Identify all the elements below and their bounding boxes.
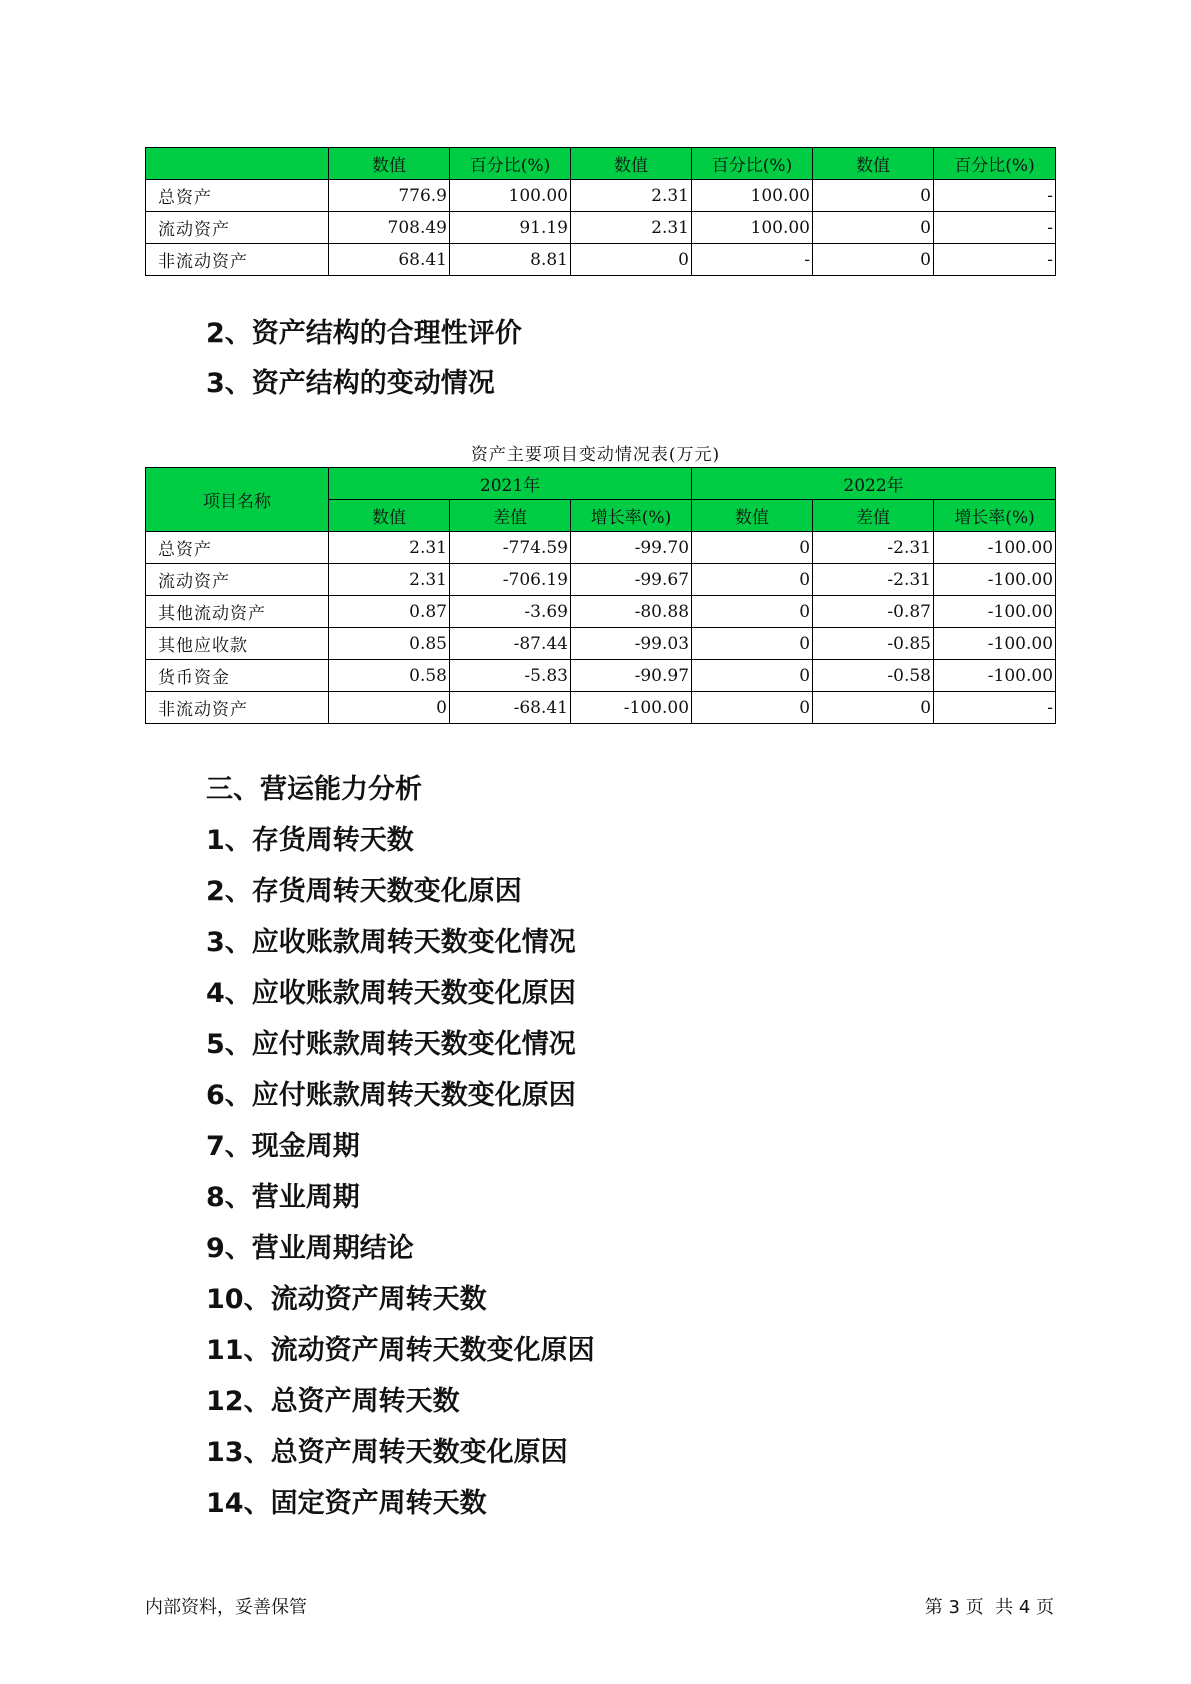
table-cell: -90.97 [571,660,692,692]
section-heading: 3、应收账款周转天数变化情况 [206,927,576,958]
section-heading: 10、流动资产周转天数 [206,1284,487,1315]
table-cell: - [934,212,1056,244]
table-row [146,596,1056,628]
table-cell: -100.00 [934,628,1056,660]
table-cell: 708.49 [329,212,450,244]
table-cell: - [934,244,1056,276]
table-cell: 2.31 [329,532,450,564]
header-cell: 百分比(%) [450,148,571,180]
table-cell: -87.44 [450,628,571,660]
table-cell: 0 [692,564,813,596]
header-cell: 数值 [813,148,934,180]
table-cell: 100.00 [692,212,813,244]
header-cell: 百分比(%) [692,148,813,180]
table-cell: 776.9 [329,180,450,212]
table-cell: -5.83 [450,660,571,692]
table-row [146,660,1056,692]
table-cell: - [934,180,1056,212]
section-heading: 2、资产结构的合理性评价 [206,318,522,349]
section-heading: 7、现金周期 [206,1131,360,1162]
section-heading: 8、营业周期 [206,1182,360,1213]
year-header: 2021年 [329,468,692,500]
table-cell: 0.87 [329,596,450,628]
header-cell: 百分比(%) [934,148,1056,180]
table-cell: 100.00 [692,180,813,212]
page-number: 第 3 页 共 4 页 [924,1597,1054,1618]
table-cell: 68.41 [329,244,450,276]
section-heading: 2、存货周转天数变化原因 [206,876,522,907]
row-label: 货币资金 [146,660,329,692]
header-cell: 差值 [813,500,934,532]
table-cell: 0.85 [329,628,450,660]
table-cell: 2.31 [329,564,450,596]
section-heading: 12、总资产周转天数 [206,1386,460,1417]
table-cell: -99.03 [571,628,692,660]
table-cell: 0.58 [329,660,450,692]
row-label: 非流动资产 [146,692,329,724]
header-cell: 数值 [571,148,692,180]
table-cell: 0 [571,244,692,276]
table-cell: -0.85 [813,628,934,660]
footer-confidential-note: 内部资料，妥善保管 [145,1597,307,1618]
row-label: 其他流动资产 [146,596,329,628]
table-cell: -2.31 [813,564,934,596]
table-cell: -80.88 [571,596,692,628]
table-row [146,244,1056,276]
table-cell: 91.19 [450,212,571,244]
table-cell: -3.69 [450,596,571,628]
table-row [146,564,1056,596]
table-cell: 0 [692,692,813,724]
row-label: 流动资产 [146,212,329,244]
header-cell: 差值 [450,500,571,532]
table-cell: -774.59 [450,532,571,564]
table-row [146,180,1056,212]
header-cell: 项目名称 [146,468,329,532]
header-cell: 增长率(%) [934,500,1056,532]
table-cell: 0 [692,660,813,692]
asset-change-table [145,467,1056,724]
table-cell: 0 [813,180,934,212]
table-cell: 0 [692,628,813,660]
table-cell: 100.00 [450,180,571,212]
section-heading: 9、营业周期结论 [206,1233,414,1264]
section-heading: 4、应收账款周转天数变化原因 [206,978,576,1009]
table-row [146,628,1056,660]
table-cell: -99.70 [571,532,692,564]
table-cell: 0 [813,244,934,276]
table-header-row [146,148,1056,180]
table-row [146,212,1056,244]
table-cell: -2.31 [813,532,934,564]
table-cell: 0 [329,692,450,724]
asset-structure-table [145,147,1056,276]
year-header: 2022年 [692,468,1056,500]
table-cell: -706.19 [450,564,571,596]
table-cell: 8.81 [450,244,571,276]
header-cell [146,148,329,180]
table-row [146,532,1056,564]
table-cell: -100.00 [934,660,1056,692]
table-cell: 0 [692,532,813,564]
table-cell: -99.67 [571,564,692,596]
table-cell: -68.41 [450,692,571,724]
section-heading: 三、营运能力分析 [206,774,422,805]
table-cell: 2.31 [571,212,692,244]
section-heading: 14、固定资产周转天数 [206,1488,487,1519]
header-cell: 数值 [329,500,450,532]
header-cell: 数值 [329,148,450,180]
table-cell: - [934,692,1056,724]
table-cell: -0.87 [813,596,934,628]
table-cell: -100.00 [934,532,1056,564]
section-heading: 5、应付账款周转天数变化情况 [206,1029,576,1060]
table-row [146,692,1056,724]
section-heading: 1、存货周转天数 [206,825,414,856]
table-cell: -0.58 [813,660,934,692]
table-cell: 0 [813,692,934,724]
row-label: 非流动资产 [146,244,329,276]
header-cell: 增长率(%) [571,500,692,532]
table-cell: 2.31 [571,180,692,212]
header-cell: 数值 [692,500,813,532]
row-label: 其他应收款 [146,628,329,660]
row-label: 流动资产 [146,564,329,596]
table-caption: 资产主要项目变动情况表(万元) [470,445,721,465]
table-cell: -100.00 [934,564,1056,596]
table-cell: 0 [813,212,934,244]
table-cell: 0 [692,596,813,628]
section-heading: 3、资产结构的变动情况 [206,368,495,399]
section-heading: 11、流动资产周转天数变化原因 [206,1335,595,1366]
table-cell: -100.00 [571,692,692,724]
section-heading: 6、应付账款周转天数变化原因 [206,1080,576,1111]
table-header-row [146,468,1056,500]
table-cell: -100.00 [934,596,1056,628]
section-heading: 13、总资产周转天数变化原因 [206,1437,568,1468]
row-label: 总资产 [146,532,329,564]
table-cell: - [692,244,813,276]
row-label: 总资产 [146,180,329,212]
